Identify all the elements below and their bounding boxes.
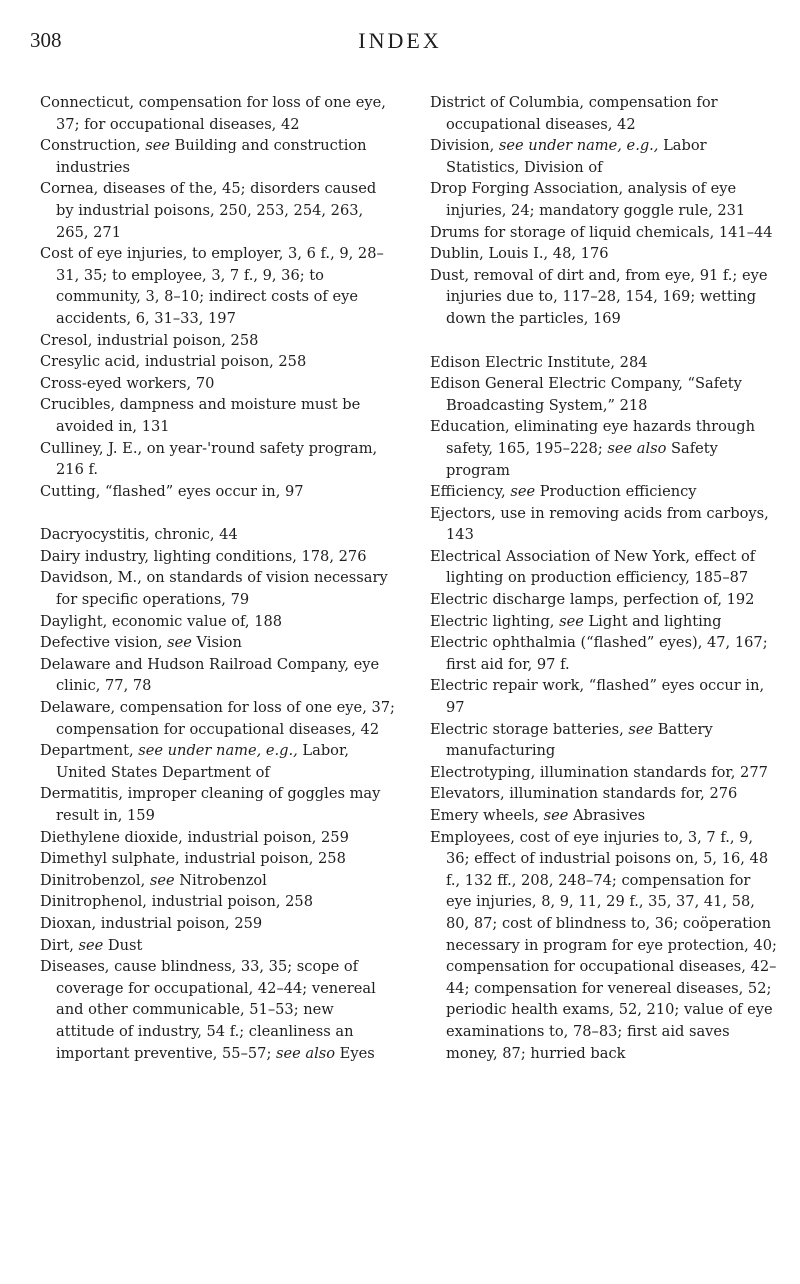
index-entry — [40, 611, 396, 633]
index-entry — [40, 567, 396, 610]
index-entry — [430, 546, 778, 589]
page-number: 308 — [30, 28, 62, 52]
index-entry-text: Electric discharge lamps, perfection of, 192 — [430, 591, 755, 609]
index-entry — [430, 92, 778, 135]
see-target: Production efficiency — [535, 483, 697, 501]
see-target: Labor Statistics, Division of — [446, 137, 707, 176]
index-entry-text: Employees, cost of eye injuries to, 3, 7 f., 9, 36; effect of industrial poisons on, 5, 16, 48 f., 132 ff., 208, 248–74; compensation for eye injuries, 8, 9, 11, 29 f., 35, 37, 41, 58, 80, 87; cost of blindness to, 36; coöperation necessary in program for eye protection, 40; compensation for occupational diseases, 42–44; compensation for venereal diseases, 52; periodic health exams, 52, 210; value of eye examinations to, 78–83; first aid saves money, 87; hurried back — [430, 828, 777, 1062]
index-entry-text: Construction, — [40, 137, 146, 155]
index-entry-text: Elevators, illumination standards for, 276 — [430, 785, 738, 803]
index-entry-text: Dublin, Louis I., 48, 176 — [430, 245, 609, 263]
see-target: Battery manufacturing — [446, 720, 713, 760]
index-entry-text: Cost of eye injuries, to employer, 3, 6 f., 9, 28–31, 35; to employee, 3, 7 f., 9, 36; to community, 3, 8–10; indirect costs of eye accidents, 6, 31–33, 197 — [40, 245, 384, 327]
index-entry-text: Diethylene dioxide, industrial poison, 259 — [40, 828, 349, 846]
index-entry — [40, 913, 396, 935]
index-entry-text: Cutting, “flashed” eyes occur in, 97 — [40, 482, 304, 500]
index-entry — [430, 589, 778, 611]
index-entry — [430, 416, 778, 481]
index-entry-text: Dinitrophenol, industrial poison, 258 — [40, 893, 313, 911]
index-entry-text: Ejectors, use in removing acids from carboys, 143 — [430, 504, 769, 544]
index-entry-text: Dirt, — [40, 936, 79, 954]
index-entry — [430, 762, 778, 784]
index-entry — [430, 373, 778, 416]
index-entry-text: Education, eliminating eye hazards through safety, 165, 195–228; — [430, 418, 756, 457]
index-entry-text: Electric storage batteries, — [430, 720, 629, 738]
see-reference: see — [78, 936, 104, 954]
see-target: Abrasives — [568, 807, 646, 824]
index-entry-text: Dairy industry, lighting conditions, 178, 276 — [40, 547, 367, 565]
index-entry-text: Electrical Association of New York, effect of lighting on production efficiency, 185–87 — [430, 547, 756, 587]
see-target: Building and construction industries — [56, 137, 367, 176]
see-reference: see also — [607, 439, 667, 457]
index-entry — [430, 265, 778, 330]
index-entry-text: Electric ophthalmia (“flashed” eyes), 47, 167; first aid for, 97 f. — [430, 634, 768, 673]
index-entry-text: Dermatitis, improper cleaning of goggles may result in, 159 — [40, 785, 381, 824]
index-entry — [40, 891, 396, 913]
see-reference: see under name, e.g., — [138, 742, 298, 760]
index-entry — [430, 719, 778, 762]
index-entry — [430, 632, 778, 675]
index-entry — [40, 740, 396, 783]
index-entry-text: Cross-eyed workers, 70 — [40, 374, 215, 392]
index-entry — [40, 632, 396, 654]
index-entry — [40, 135, 396, 178]
index-entry — [430, 827, 778, 1065]
index-entry-text: District of Columbia, compensation for occupational diseases, 42 — [430, 94, 718, 133]
index-entry-text: Drums for storage of liquid chemicals, 141–44 — [430, 223, 773, 241]
index-entry — [40, 697, 396, 740]
index-entry — [430, 243, 778, 265]
index-entry-text: Dimethyl sulphate, industrial poison, 258 — [40, 850, 346, 868]
index-entry — [430, 675, 778, 718]
index-entry-text: Emery wheels, — [430, 807, 544, 824]
index-entry — [40, 654, 396, 697]
index-entry-text: Delaware and Hudson Railroad Company, eye clinic, 77, 78 — [40, 655, 380, 695]
index-entry — [40, 92, 396, 135]
index-entry — [40, 870, 396, 892]
see-reference: see — [145, 137, 171, 155]
index-entry — [430, 611, 778, 633]
index-entry-text: Davidson, M., on standards of vision necessary for specific operations, 79 — [40, 569, 388, 609]
index-entry — [40, 438, 396, 481]
index-column-left — [40, 92, 396, 1064]
index-entry-text: Edison General Electric Company, “Safety Broadcasting System,” 218 — [430, 375, 742, 414]
see-reference: see — [559, 612, 584, 630]
see-reference: see — [149, 871, 175, 889]
index-entry — [40, 373, 396, 395]
index-entry-text: Dinitrobenzol, — [40, 871, 150, 889]
index-column-right — [430, 92, 778, 1064]
index-entry — [430, 135, 778, 178]
index-entry — [40, 827, 396, 849]
page-heading: INDEX — [358, 28, 442, 53]
see-target: Eyes — [335, 1044, 375, 1062]
index-entry-text: Crucibles, dampness and moisture must be avoided in, 131 — [40, 396, 361, 435]
index-entry-text: Dioxan, industrial poison, 259 — [40, 914, 263, 932]
see-target: Labor, United States Department of — [56, 742, 349, 781]
index-entry — [430, 503, 778, 546]
see-reference: see also — [276, 1044, 336, 1062]
index-entry — [40, 351, 396, 373]
index-entry-text: Dust, removal of dirt and, from eye, 91 f.; eye injuries due to, 117–28, 154, 169; wetting down the particles, 169 — [430, 266, 768, 327]
index-entry — [40, 481, 396, 503]
index-entry — [40, 783, 396, 826]
index-entry — [430, 222, 778, 244]
see-reference: see — [167, 634, 192, 652]
index-entry-text: Connecticut, compensation for loss of one eye, 37; for occupational diseases, 42 — [40, 94, 386, 133]
index-entry-text: Cresylic acid, industrial poison, 258 — [40, 353, 307, 371]
see-target: Nitrobenzol — [174, 871, 267, 889]
see-reference: see under name, e.g., — [498, 137, 659, 155]
index-entry-text: Edison Electric Institute, 284 — [430, 353, 648, 371]
see-target: Light and lighting — [583, 612, 722, 630]
index-entry-text: Culliney, J. E., on year-'round safety program, 216 f. — [40, 439, 378, 479]
index-entry — [430, 352, 778, 374]
see-target: Safety program — [446, 439, 718, 479]
index-entry — [430, 805, 778, 827]
index-entry — [40, 330, 396, 352]
index-entry — [430, 178, 778, 221]
index-entry-text: Division, — [430, 137, 499, 155]
index-entry-text: Defective vision, — [40, 634, 168, 652]
index-entry — [40, 956, 396, 1064]
index-entry — [40, 524, 396, 546]
index-entry — [430, 783, 778, 805]
index-entry — [40, 935, 396, 957]
index-entry — [40, 178, 396, 243]
see-reference: see — [543, 807, 569, 824]
index-entry — [40, 243, 396, 329]
index-entry-text: Efficiency, — [430, 483, 511, 501]
index-entry-text: Electrotyping, illumination standards for, 277 — [430, 763, 768, 781]
see-reference: see — [628, 720, 654, 738]
index-entry-text: Diseases, cause blindness, 33, 35; scope of coverage for occupational, 42–44; venereal and other communicable, 51–53; new attitude of industry, 54 f.; cleanliness an important preventive, 55–57; — [40, 958, 376, 1062]
index-entry-text: Cornea, diseases of the, 45; disorders caused by industrial poisons, 250, 253, 254, 263, 265, 271 — [40, 180, 377, 241]
see-target: Dust — [103, 936, 143, 954]
index-entry-text: Department, — [40, 742, 139, 760]
see-reference: see — [510, 483, 536, 501]
index-entry — [40, 848, 396, 870]
index-entry-text: Cresol, industrial poison, 258 — [40, 331, 259, 349]
index-entry — [430, 481, 778, 503]
index-entry-text: Drop Forging Association, analysis of eye injuries, 24; mandatory goggle rule, 231 — [430, 180, 746, 219]
index-entry-text: Daylight, economic value of, 188 — [40, 612, 283, 630]
index-entry-text: Dacryocystitis, chronic, 44 — [40, 526, 238, 544]
index-entry-text: Electric lighting, — [430, 612, 560, 630]
index-entry-text: Electric repair work, “flashed” eyes occur in, 97 — [430, 677, 765, 717]
index-entry — [40, 394, 396, 437]
index-entry-text: Delaware, compensation for loss of one eye, 37; compensation for occupational diseases, 42 — [40, 699, 395, 738]
index-entry — [40, 546, 396, 568]
see-target: Vision — [191, 634, 242, 652]
